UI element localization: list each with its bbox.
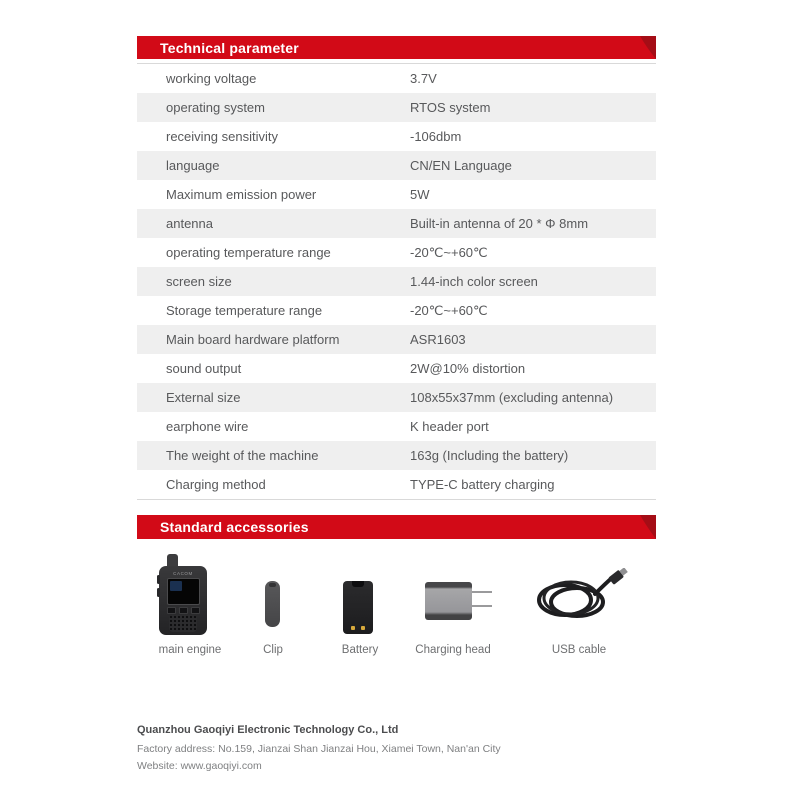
walkie-talkie-speaker-grille [169,615,197,632]
spec-value: 163g (Including the battery) [410,448,569,463]
charging-head-image [425,582,493,620]
table-row [137,470,656,499]
technical-parameter-banner [137,36,656,59]
banner-fold-icon [626,515,656,539]
spec-value: K header port [410,419,489,434]
walkie-talkie-body [159,566,207,635]
clip-image [265,581,280,627]
table-row [137,296,656,325]
side-button [157,588,160,597]
spec-value: 3.7V [410,71,437,86]
walkie-talkie-buttons [167,607,200,614]
table-row [137,180,656,209]
spec-value: 108x55x37mm (excluding antenna) [410,390,614,405]
clip-notch [269,583,276,587]
spec-value: 1.44-inch color screen [410,274,538,289]
battery-contact [351,626,355,630]
charger-prong [472,605,492,607]
spec-label: working voltage [166,71,257,86]
accessory-label-charging-head: Charging head [415,644,491,656]
spec-label: Maximum emission power [166,187,317,202]
device-brand-label: CACOM [173,571,193,576]
table-row [137,325,656,354]
spec-table [137,63,656,500]
spec-label: language [166,158,220,173]
table-row [137,412,656,441]
spec-label: antenna [166,216,213,231]
footer-website: Website: www.gaoqiyi.com [137,760,262,772]
table-row [137,441,656,470]
spec-value: ASR1603 [410,332,466,347]
walkie-talkie-screen-content [170,581,182,591]
spec-label: Main board hardware platform [166,332,340,347]
battery-image [343,577,373,634]
spec-value: RTOS system [410,100,491,115]
charger-prong [472,591,492,593]
charger-body [425,582,472,620]
battery-body [343,581,373,634]
device-button [179,607,188,614]
spec-value: 2W@10% distortion [410,361,526,376]
spec-value: Built-in antenna of 20 * Φ 8mm [410,216,589,231]
banner-fold-icon [626,36,656,59]
battery-contact [361,626,365,630]
table-row [137,383,656,412]
table-row [137,122,656,151]
spec-value: -20℃~+60℃ [410,302,488,318]
spec-label: receiving sensitivity [166,129,278,144]
accessory-label-clip: Clip [263,644,283,656]
spec-label: screen size [166,274,232,289]
spec-value: -106dbm [410,129,462,144]
accessory-label-battery: Battery [341,644,379,656]
technical-parameter-title: Technical parameter [160,39,299,56]
spec-label: Charging method [166,477,266,492]
accessory-label-main-engine: main engine [158,644,222,656]
usb-cable-image [533,568,629,630]
device-button [167,607,176,614]
footer-factory-address: Factory address: No.159, Jianzai Shan Jianzai Hou, Xiamei Town, Nan'an City [137,743,501,755]
usb-cable-icon [533,568,629,630]
table-row [137,267,656,296]
spec-label: earphone wire [166,419,249,434]
spec-value: -20℃~+60℃ [410,244,488,260]
device-button [191,607,200,614]
footer-company-name: Quanzhou Gaoqiyi Electronic Technology Co., Ltd [137,724,399,736]
standard-accessories-title: Standard accessories [160,519,309,535]
spec-value: 5W [410,187,430,202]
spec-label: Storage temperature range [166,303,323,318]
table-row [137,209,656,238]
side-button [157,575,160,584]
table-row [137,64,656,93]
spec-label: External size [166,390,241,405]
main-engine-image [159,553,209,635]
walkie-talkie-screen [167,578,200,605]
spec-label: operating temperature range [166,245,331,260]
table-row [137,151,656,180]
spec-label: The weight of the machine [166,448,319,463]
spec-value: CN/EN Language [410,158,512,173]
spec-label: operating system [166,100,265,115]
table-row [137,93,656,122]
standard-accessories-banner [137,515,656,539]
spec-value: TYPE-C battery charging [410,477,555,492]
accessory-label-usb-cable: USB cable [551,644,607,656]
spec-label: sound output [166,361,242,376]
table-row [137,238,656,267]
table-row [137,354,656,383]
battery-notch [352,581,364,587]
